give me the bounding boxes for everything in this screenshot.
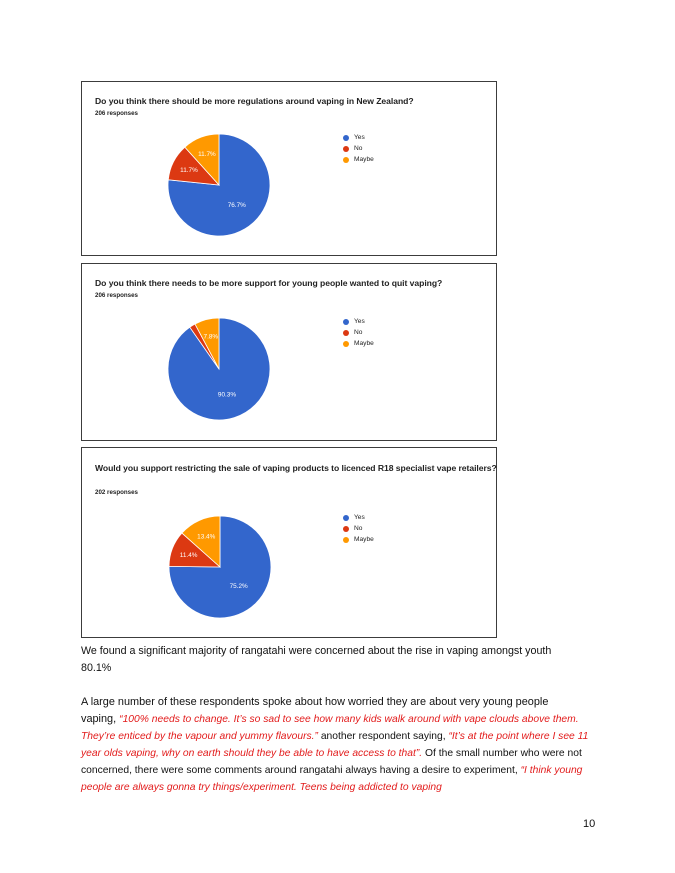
chart-title: Do you think there should be more regulations around vaping in New Zealand? (95, 96, 414, 106)
legend-item-yes (343, 316, 374, 327)
slice-label: 90.3% (217, 391, 237, 399)
chart-legend (343, 316, 374, 349)
legend-swatch (343, 537, 349, 543)
legend-label: No (354, 525, 363, 532)
legend-label: Yes (354, 514, 365, 521)
quotes-paragraph (81, 694, 601, 796)
chart-panel-restrict-sale (81, 447, 497, 638)
legend-swatch (343, 330, 349, 336)
quote-kids-vape-clouds: “100% needs to change. It’s so sad to see how many kids walk around with vape clouds above them. They’re enticed by the vapour and yummy flavours.” (81, 714, 579, 742)
legend-label: Yes (354, 318, 365, 325)
response-count: 202 responses (95, 489, 138, 496)
legend-swatch (343, 515, 349, 521)
legend-item-no (343, 143, 374, 154)
finding-paragraph (81, 643, 601, 677)
slice-label: 76.7% (227, 201, 246, 209)
chart-legend (343, 132, 374, 165)
response-count: 206 responses (95, 110, 138, 117)
legend-item-no (343, 327, 374, 338)
legend-label: Yes (354, 134, 365, 141)
legend-swatch (343, 135, 349, 141)
legend-label: Maybe (354, 536, 374, 543)
legend-label: No (354, 145, 363, 152)
legend-item-maybe (343, 154, 374, 165)
chart-title: Would you support restricting the sale of vaping products to licenced R18 specialist vape retailers? (95, 463, 497, 473)
legend-item-maybe (343, 338, 374, 349)
paragraph-text: another respondent saying, (317, 731, 449, 742)
legend-swatch (343, 319, 349, 325)
pie-chart (82, 264, 498, 442)
legend-swatch (343, 341, 349, 347)
page-number: 10 (583, 818, 596, 830)
legend-swatch (343, 146, 349, 152)
legend-label: No (354, 329, 363, 336)
response-count: 206 responses (95, 292, 138, 299)
legend-swatch (343, 526, 349, 532)
legend-item-yes (343, 132, 374, 143)
chart-panel-support (81, 263, 497, 441)
paragraph-lead: A large number of these respondents spoke about how worried they are about very young people (81, 696, 549, 708)
chart-panel-regulations (81, 81, 497, 256)
slice-label: 11.7% (198, 150, 216, 158)
quote-experiment: “I think young people are always gonna try things/experiment. Teens being addicted to vaping (81, 765, 583, 793)
pie-chart (82, 82, 498, 257)
finding-percentage: 80.1% (81, 662, 112, 674)
slice-label: 11.7% (180, 166, 198, 174)
quote-eleven-year-olds: “It’s at the point where I see 11 year olds vaping, why on earth should they be able to have access to that”. (81, 731, 589, 759)
legend-label: Maybe (354, 156, 374, 163)
slice-label: 13.4% (197, 533, 216, 541)
pie-chart (82, 448, 498, 639)
chart-legend (343, 512, 374, 545)
legend-item-yes (343, 512, 374, 523)
finding-line: We found a significant majority of rangatahi were concerned about the rise in vaping amongst youth (81, 645, 552, 657)
legend-item-no (343, 523, 374, 534)
paragraph-lead-cont: vaping, (81, 713, 120, 725)
slice-label: 75.2% (229, 583, 248, 591)
slice-label: 7.8% (203, 333, 219, 341)
legend-item-maybe (343, 534, 374, 545)
legend-label: Maybe (354, 340, 374, 347)
slice-label: 11.4% (179, 552, 198, 560)
paragraph-text: Of the small number who were not concerned, there were some comments around rangatahi always having a desire to experiment, (81, 748, 582, 776)
legend-swatch (343, 157, 349, 163)
chart-title: Do you think there needs to be more support for young people wanted to quit vaping? (95, 278, 443, 288)
